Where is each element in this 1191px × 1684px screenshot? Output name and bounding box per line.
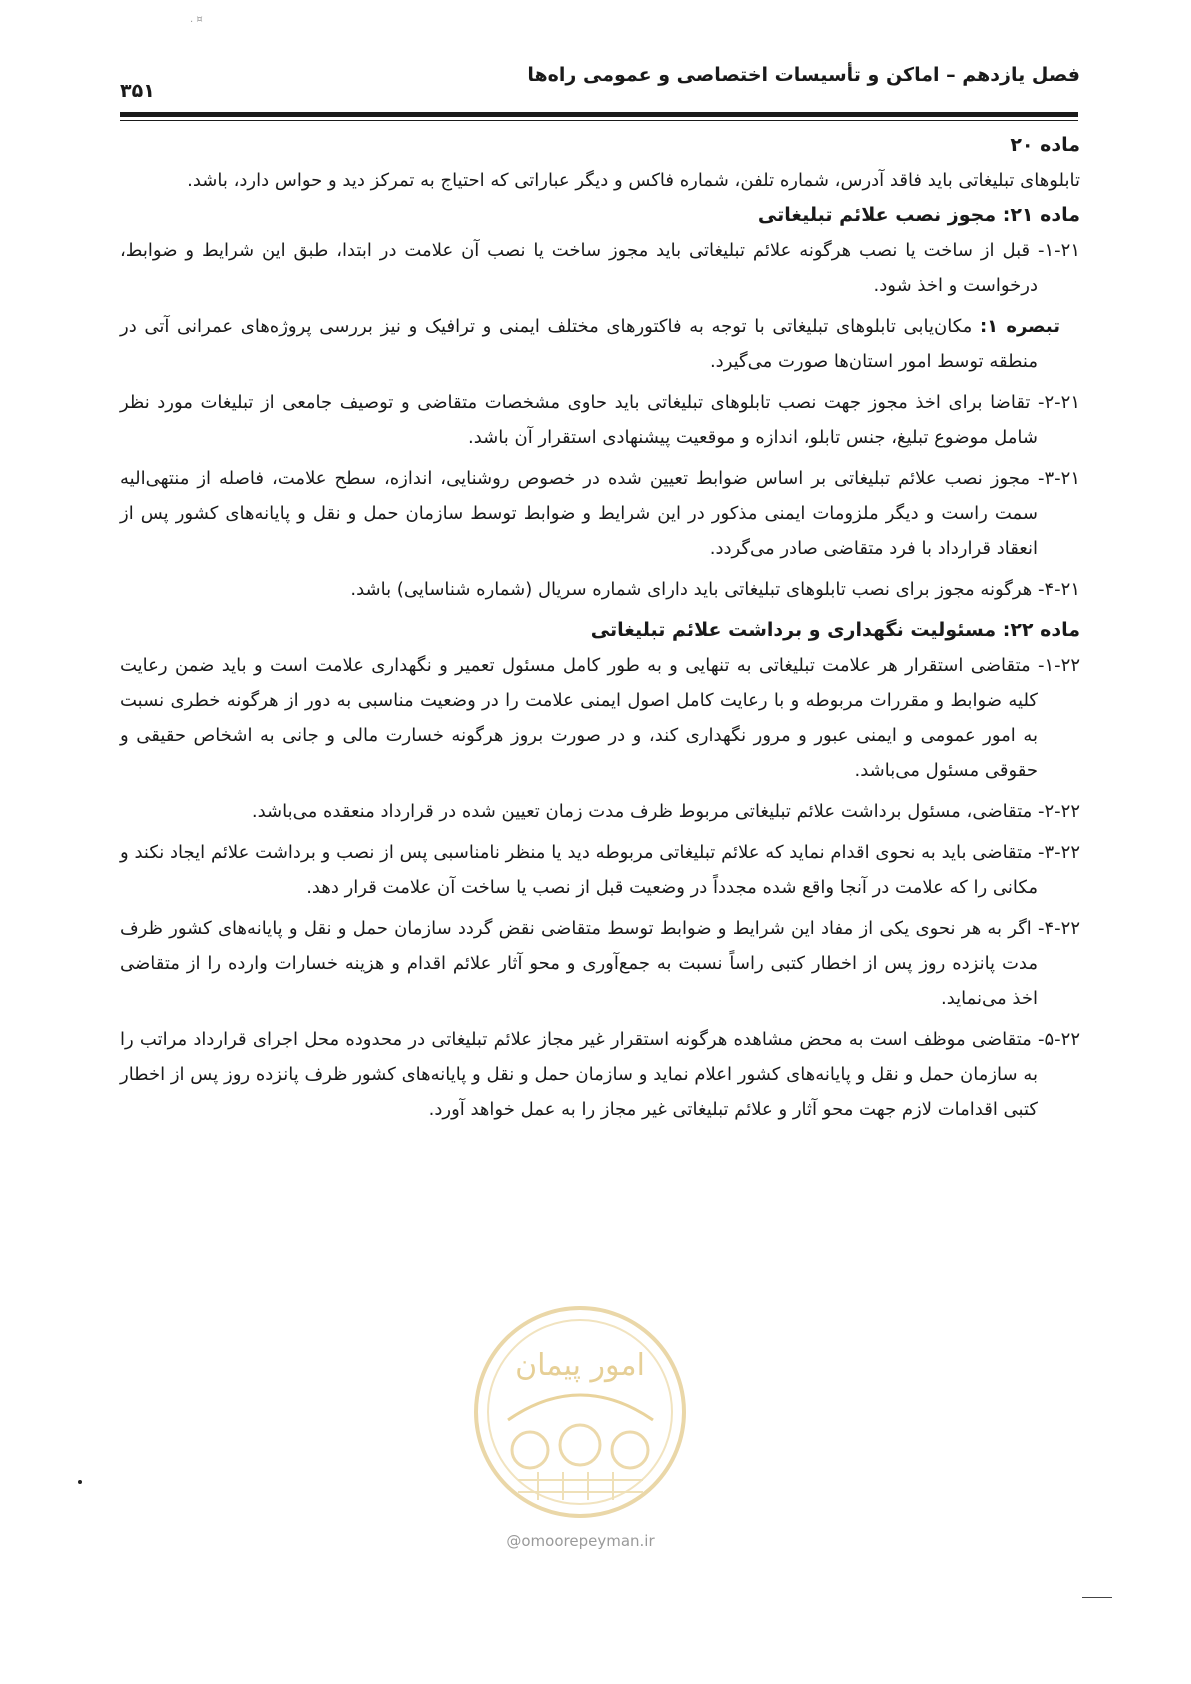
article-22-item-4: ۴-۲۲- اگر به هر نحوی یکی از مفاد این شرایط و ضوابط توسط متقاضی نقض گردد سازمان حمل و نقل و پایانه‌های کشور ظرف مدت پانزده روز پس از اخطار کتبی راساً نسبت به جمع‌آوری و محو آثار علائم اقدام و هزینه خسارات وارده را از متقاضی اخذ می‌نماید. <box>120 918 1080 1009</box>
header-rule-thin <box>120 120 1078 121</box>
watermark-url: @omoorepeyman.ir <box>506 1532 655 1550</box>
article-20-text: تابلوهای تبلیغاتی باید فاقد آدرس، شماره تلفن، شماره فاکس و دیگر عباراتی که احتیاج به تمرکز دید و حواس دارد، باشد. <box>187 170 1080 191</box>
page-header <box>120 58 1080 118</box>
article-21-item-2: ۲-۲۱- تقاضا برای اخذ مجوز جهت نصب تابلوهای تبلیغاتی باید حاوی مشخصات متقاضی و توصیف جامعی از تبلیغات مورد نظر شامل موضوع تبلیغ، جنس تابلو، اندازه و موقعیت پیشنهادی استقرار آن باشد. <box>120 392 1080 448</box>
seal-logo-icon <box>468 1300 693 1525</box>
scan-dot <box>78 1480 82 1484</box>
article-21-heading: ماده ۲۱: مجوز نصب علائم تبلیغاتی <box>757 204 1080 226</box>
article-21-item-3: ۳-۲۱- مجوز نصب علائم تبلیغاتی بر اساس ضوابط تعیین شده در خصوص روشنایی، اندازه، سطح علامت، فاصله از منتهی‌الیه سمت راست و دیگر ملزومات ایمنی مذکور در این شرایط و ضوابط توسط سازمان حمل و نقل و پایانه‌های کشور پس از انعقاد قرارداد با فرد متقاضی صادر می‌گردد. <box>120 468 1080 559</box>
article-21-note <box>120 309 1080 379</box>
article-22-heading: ماده ۲۲: مسئولیت نگهداری و برداشت علائم تبلیغاتی <box>590 619 1080 641</box>
watermark-seal <box>468 1300 693 1560</box>
note-text: مکان‌یابی تابلوهای تبلیغاتی با توجه به فاکتورهای مختلف ایمنی و ترافیک و نیز بررسی پروژه‌های عمرانی آتی در منطقه توسط امور استان‌ها صورت می‌گیرد. <box>120 316 1038 372</box>
article-21-item-4: ۴-۲۱- هرگونه مجوز برای نصب تابلوهای تبلیغاتی باید دارای شماره سریال (شماره شناسایی) باشد. <box>350 579 1080 600</box>
scan-edge-line <box>1082 1597 1112 1598</box>
article-22-item-3: ۳-۲۲- متقاضی باید به نحوی اقدام نماید که علائم تبلیغاتی مربوطه دید یا منظر نامناسبی پس از نصب و برداشت علائم ایجاد نکند و مکانی را که علامت در آنجا واقع شده مجدداً در وضعیت قبل از نصب یا ساخت آن علامت قرار دهد. <box>120 842 1080 898</box>
article-22-item-5: ۵-۲۲- متقاضی موظف است به محض مشاهده هرگونه استقرار غیر مجاز علائم تبلیغاتی در محدوده محل اجرای قرارداد مراتب را به سازمان حمل و نقل و پایانه‌های کشور اعلام نماید و سازمان حمل و نقل و پایانه‌های کشور ظرف پانزده روز پس از اخطار کتبی اقدامات لازم جهت محو آثار و علائم تبلیغاتی غیر مجاز را به عمل خواهد آورد. <box>120 1029 1080 1120</box>
article-22-item-2: ۲-۲۲- متقاضی، مسئول برداشت علائم تبلیغاتی مربوط ظرف مدت زمان تعیین شده در قرارداد منعقده می‌باشد. <box>251 801 1080 822</box>
chapter-title: فصل یازدهم – اماکن و تأسیسات اختصاصی و عمومی راه‌ها <box>527 64 1080 86</box>
seal-logo-text: امور پیمان <box>515 1348 645 1383</box>
page-body <box>120 128 1080 1133</box>
page-number: ۳۵۱ <box>120 80 155 102</box>
note-label: تبصره ۱: <box>979 316 1061 337</box>
header-rule-thick <box>120 112 1078 117</box>
article-22-item-1: ۱-۲۲- متقاضی استقرار هر علامت تبلیغاتی به تنهایی و به طور کامل مسئول تعمیر و نگهداری علامت است و باید ضمن رعایت کلیه ضوابط و مقررات مربوطه و با رعایت کامل اصول ایمنی علامت را در وضعیت مناسبی به دور از هرگونه خطری نسبت به امور عمومی و ایمنی عبور و مرور نگهداری کند، و در صورت بروز هرگونه خسارت مالی و جانی به اشخاص حقیقی و حقوقی مسئول می‌باشد. <box>120 655 1080 781</box>
article-21-item-1: ۱-۲۱- قبل از ساخت یا نصب هرگونه علائم تبلیغاتی باید مجوز ساخت یا نصب آن علامت در ابتدا، طبق این شرایط و ضوابط، درخواست و اخذ شود. <box>120 240 1080 296</box>
article-20-heading: ماده ۲۰ <box>1010 134 1080 156</box>
scan-artifact: . ¤ <box>190 14 203 25</box>
